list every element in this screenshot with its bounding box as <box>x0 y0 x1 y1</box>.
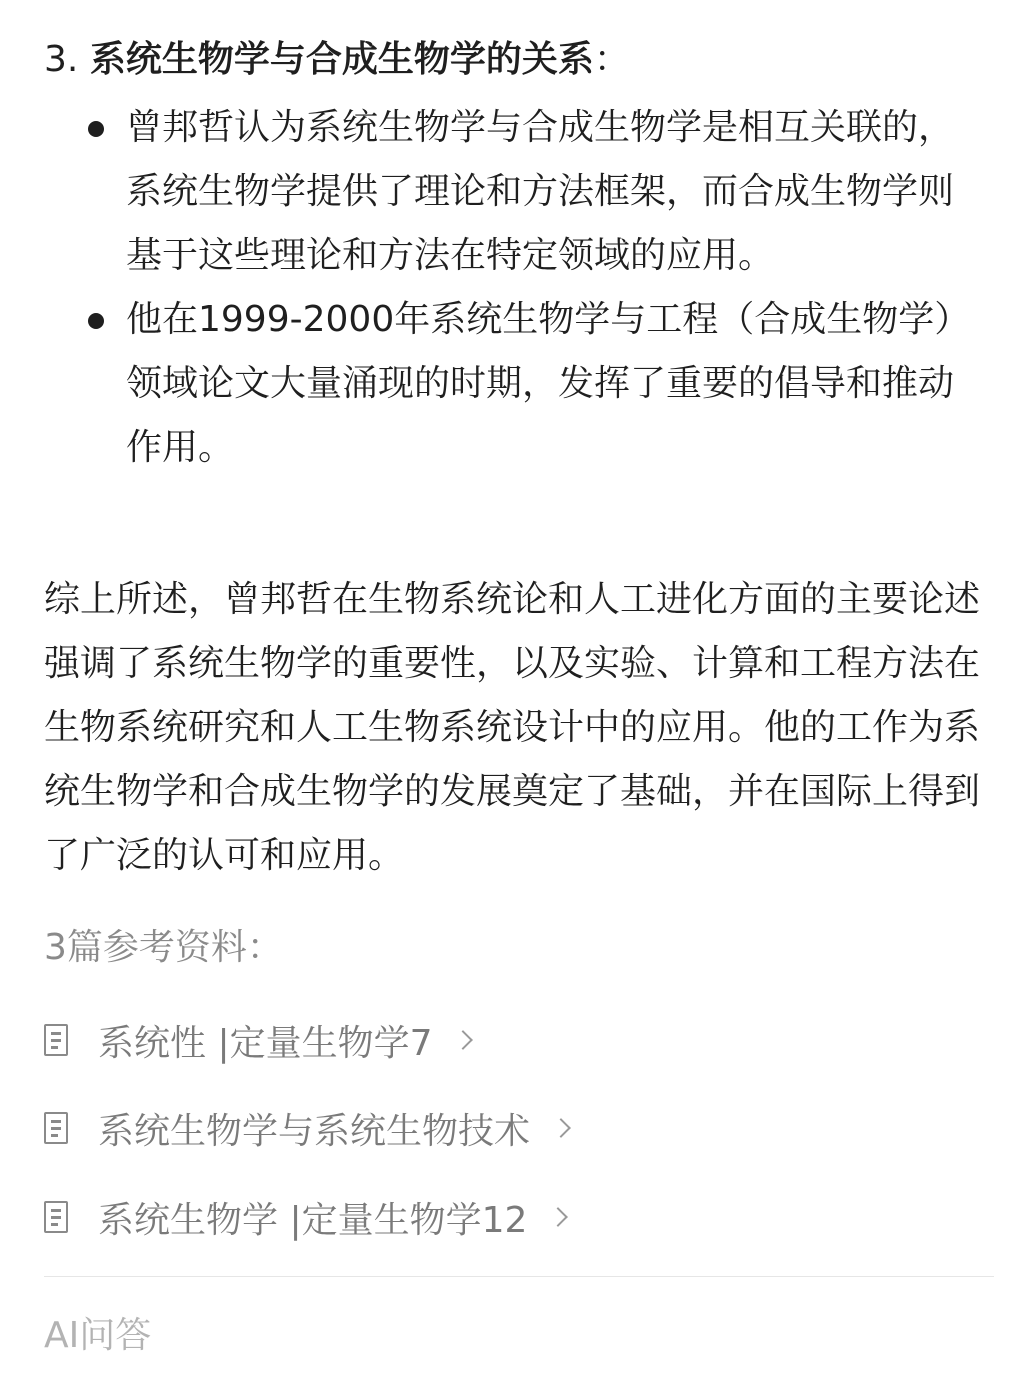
summary-paragraph: 综上所述，曾邦哲在生物系统论和人工进化方面的主要论述强调了系统生物学的重要性，以及实验、计算和工程方法在生物系统研究和人工生物系统设计中的应用。他的工作为系统生物学和合成生物学的发展奠定了基础，并在国际上得到了广泛的认可和应用。 <box>44 579 981 876</box>
chevron-right-icon <box>454 1030 474 1050</box>
bullet-text: 曾邦哲认为系统生物学与合成生物学是相互关联的，系统生物学提供了理论和方法框架，而合成生物学则基于这些理论和方法在特定领域的应用。 <box>126 107 955 276</box>
reference-link-2[interactable] <box>44 1098 568 1158</box>
bullet-dot-icon <box>88 313 104 329</box>
references-title: 3篇参考资料： <box>44 927 283 968</box>
chevron-right-icon <box>551 1118 571 1138</box>
bullet-dot-icon <box>88 121 104 137</box>
document-icon <box>44 1112 68 1144</box>
bullet-list <box>44 96 994 480</box>
reference-label: 系统性 |定量生物学7 <box>98 1022 433 1064</box>
bullet-text: 他在1999-2000年系统生物学与工程（合成生物学）领域论文大量涌现的时期，发挥了重要的倡导和推动作用。 <box>126 299 971 468</box>
section-colon: ： <box>593 39 630 80</box>
reference-label: 系统生物学与系统生物技术 <box>98 1110 531 1152</box>
chevron-right-icon <box>548 1207 568 1227</box>
ai-qa-label[interactable]: AI问答 <box>44 1315 152 1356</box>
reference-link-3[interactable] <box>44 1187 565 1247</box>
divider <box>44 1276 994 1277</box>
document-icon <box>44 1024 68 1056</box>
section-title: 系统生物学与合成生物学的关系 <box>89 39 594 80</box>
document-icon <box>44 1201 68 1233</box>
section-heading <box>44 32 630 88</box>
list-item <box>44 288 994 480</box>
section-number: 3. <box>44 39 79 80</box>
reference-link-1[interactable] <box>44 1010 470 1070</box>
reference-label: 系统生物学 |定量生物学12 <box>98 1199 528 1241</box>
list-item <box>44 96 994 288</box>
